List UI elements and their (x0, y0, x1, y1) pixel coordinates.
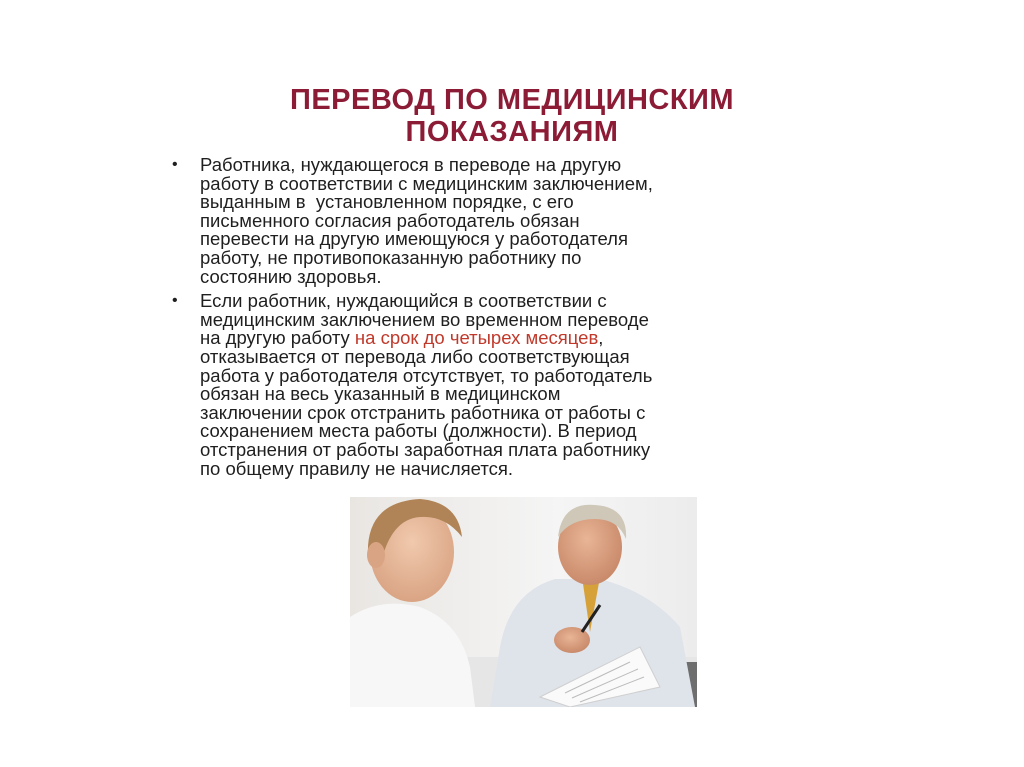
bullet-icon: • (172, 292, 178, 310)
bullet-list (172, 156, 852, 478)
man-hand (554, 627, 590, 653)
bullet-1-line-6: работу, не противопоказанную работнику по (200, 246, 582, 268)
bullet-2-line-5: работа у работодателя отсутствует, то работодатель (200, 364, 653, 386)
bullet-2-line-3-before: на другую работу (200, 327, 355, 349)
bullet-icon: • (172, 156, 178, 173)
bullet-2-line-1: Если работник, нуждающийся в соответствии с (200, 290, 607, 312)
title-line-2: ПОКАЗАНИЯМ (405, 116, 619, 148)
bullet-2-line-6: обязан на весь указанный в медицинском (200, 383, 561, 405)
bullet-2-line-8: сохранением места работы (должности). В период (200, 420, 637, 442)
bullet-2-line-10: по общему правилу не начисляется. (200, 457, 514, 479)
bullet-1-line-1: Работника, нуждающегося в переводе на другую (200, 154, 622, 175)
bullet-item-1 (172, 156, 852, 286)
bullet-2-line-3-after: , (598, 327, 604, 349)
bullet-2-line-2: медицинским заключением во временном переводе (200, 308, 649, 330)
doctor-patient-photo (350, 497, 697, 707)
slide-title (150, 84, 874, 148)
bullet-2-line-4: отказывается от перевода либо соответствующая (200, 345, 630, 367)
bullet-2-line-9: отстранения от работы заработная плата работнику (200, 438, 651, 460)
title-line-1: ПЕРЕВОД ПО МЕДИЦИНСКИМ (289, 84, 735, 116)
bullet-1-line-7: состоянию здоровья. (200, 265, 382, 287)
woman-ear (367, 542, 385, 568)
bullet-1-line-4: письменного согласия работодатель обязан (200, 209, 580, 231)
bullet-2-line-7: заключении срок отстранить работника от работы с (200, 401, 646, 423)
highlighted-term: на срок до четырех месяцев (354, 327, 599, 349)
photo-illustration (350, 497, 697, 707)
bullet-1-line-5: перевести на другую имеющуюся у работодателя (200, 228, 628, 250)
bullet-1-line-2: работу в соответствии с медицинским заключением, (200, 172, 653, 194)
bullet-1-line-3: выданным в установленном порядке, с его (200, 191, 574, 213)
bullet-item-2 (172, 292, 852, 478)
